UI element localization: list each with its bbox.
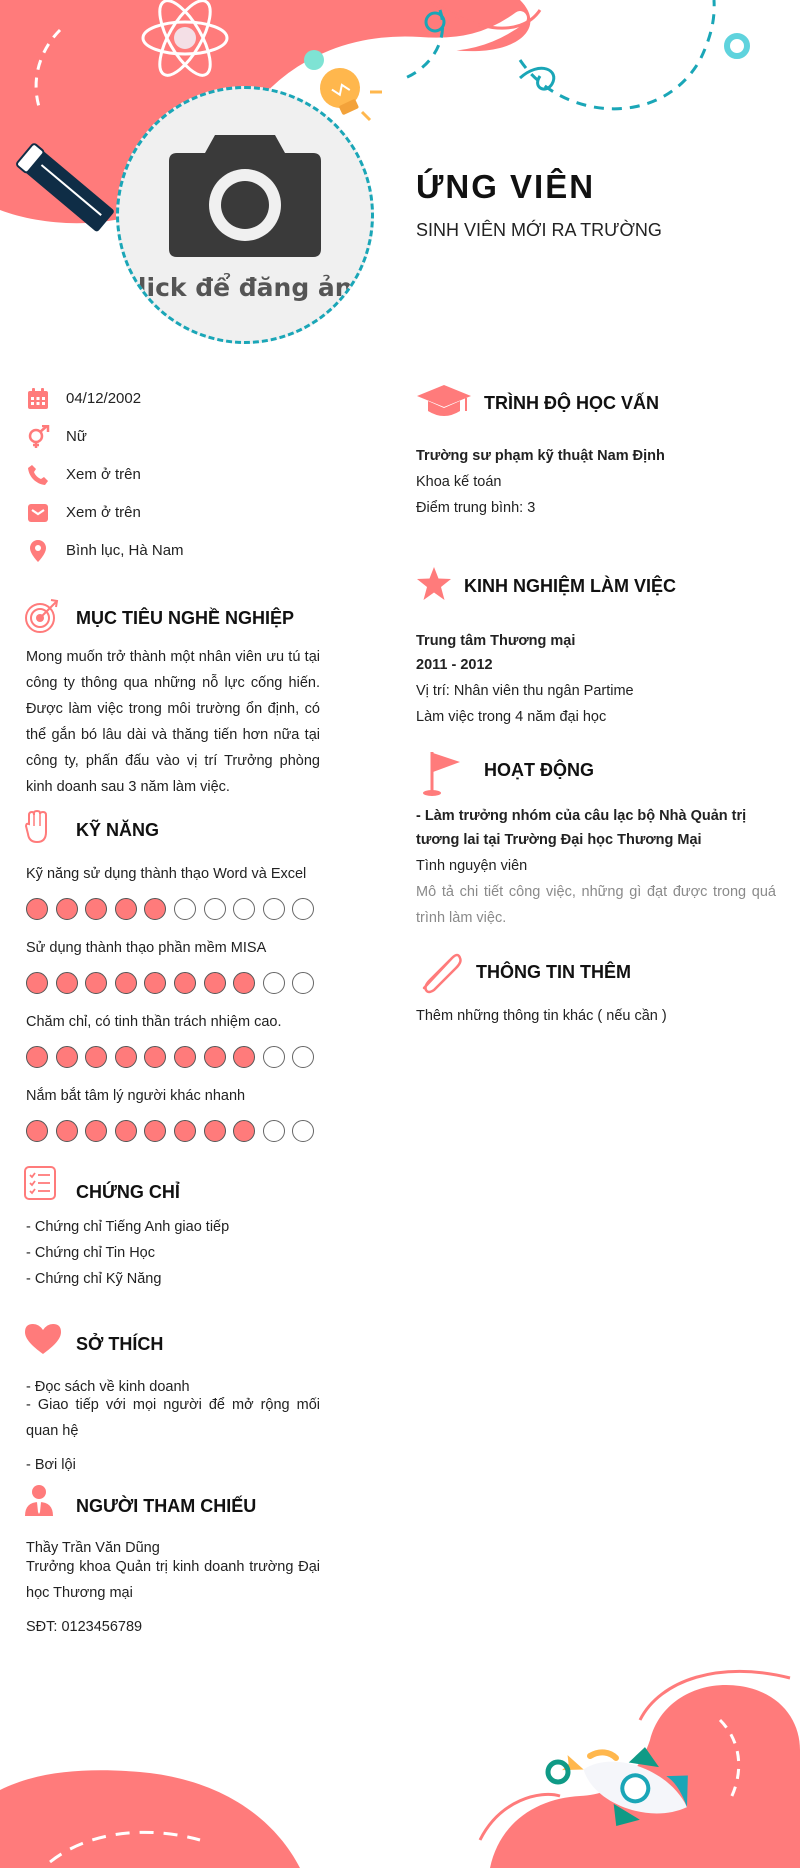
rating-dot-empty [233,898,255,920]
birthday-value: 04/12/2002 [66,390,142,407]
person-icon [24,1484,54,1518]
experience-company: Trung tâm Thương mại [416,633,576,649]
certificates-heading: CHỨNG CHỈ [76,1182,180,1202]
rating-dot-filled [144,1046,166,1068]
gender-value: Nữ [66,428,87,445]
experience-period: 2011 - 2012 [416,657,493,673]
skills-heading: KỸ NĂNG [76,820,160,840]
extra-section-heading [416,950,776,994]
rating-dot-filled [233,1120,255,1142]
activities-role: Tình nguyện viên [416,858,528,874]
experience-detail: Làm việc trong 4 năm đại học [416,709,607,725]
certificates-section-heading [24,1166,324,1210]
rating-dot-filled [174,972,196,994]
objective-heading: MỤC TIÊU NGHỀ NGHIỆP [76,608,295,628]
reference-phone: SĐT: 0123456789 [26,1619,143,1635]
education-school: Trường sư phạm kỹ thuật Nam Định [416,448,665,464]
rating-dot-filled [56,1046,78,1068]
rating-dot-filled [56,898,78,920]
skill-label: Sử dụng thành thạo phần mềm MISA [26,940,267,956]
rating-dot-empty [292,972,314,994]
address-value: Bình lục, Hà Nam [66,542,184,559]
hand-icon [24,810,50,844]
heart-icon [24,1322,62,1356]
rating-dot-empty [292,1120,314,1142]
hobbies-section-heading [24,1322,324,1366]
rating-dot-filled [26,1046,48,1068]
hobbies-heading: SỞ THÍCH [76,1334,164,1354]
skill-rating [26,1046,326,1070]
rating-dot-empty [174,898,196,920]
email-icon [26,501,50,525]
rating-dot-filled [85,898,107,920]
rating-dot-filled [144,898,166,920]
skill-label: Nắm bắt tâm lý người khác nhanh [26,1088,246,1104]
hobby-item: - Bơi lội [26,1457,76,1473]
phone-value: Xem ở trên [66,466,141,483]
activities-description: Mô tả chi tiết công việc, những gì đạt được trong quá trình làm việc. [416,884,776,926]
certificate-item: - Chứng chỉ Tin Học [26,1245,155,1261]
rating-dot-filled [115,972,137,994]
objective-text: Mong muốn trở thành một nhân viên ưu tú tại công ty thông qua những nỗ lực cống hiến. Được làm việc trong môi trường ổn định, có thể gắn bó lâu dài và thăng tiến hơn nữa tại công ty, phấn đấu vào vị trí Trưởng phòng kinh doanh sau 3 năm làm việc. [26,649,320,795]
contact-birthday [26,387,326,411]
paperclip-icon [416,950,464,994]
rating-dot-filled [204,972,226,994]
rating-dot-filled [174,1120,196,1142]
activities-title: - Làm trưởng nhóm của câu lạc bộ Nhà Quản trị tương lai tại Trường Đại học Thương Mại [416,808,747,848]
certificate-item: - Chứng chỉ Tiếng Anh giao tiếp [26,1219,230,1235]
reference-name: Thầy Trần Văn Dũng [26,1540,160,1556]
rating-dot-filled [115,1120,137,1142]
education-gpa: Điểm trung bình: 3 [416,500,536,516]
rating-dot-empty [263,1046,285,1068]
skill-rating [26,972,326,996]
extra-text: Thêm những thông tin khác ( nếu cần ) [416,1008,667,1024]
rating-dot-empty [263,1120,285,1142]
rating-dot-filled [56,1120,78,1142]
rating-dot-filled [233,1046,255,1068]
rating-dot-filled [204,1046,226,1068]
skills-section-heading [24,810,324,854]
rating-dot-filled [26,972,48,994]
experience-section-heading [416,566,776,610]
rating-dot-filled [85,1120,107,1142]
rating-dot-filled [85,972,107,994]
experience-position: Vị trí: Nhân viên thu ngân Partime [416,683,634,699]
contact-email [26,501,326,525]
rating-dot-filled [174,1046,196,1068]
education-major: Khoa kế toán [416,474,502,490]
profile-photo-upload[interactable] [116,86,374,344]
extra-heading: THÔNG TIN THÊM [476,962,631,982]
certificate-item: - Chứng chỉ Kỹ Năng [26,1271,162,1287]
objective-section-heading [24,598,324,642]
education-section-heading [416,383,776,427]
flag-icon [416,748,464,798]
skill-rating [26,898,326,922]
skill-rating [26,1120,326,1144]
reference-role: Trưởng khoa Quản trị kinh doanh trường Đại học Thương mại [26,1559,320,1601]
rating-dot-filled [26,898,48,920]
camera-icon [165,125,325,265]
references-heading: NGƯỜI THAM CHIẾU [76,1496,257,1516]
checklist-icon [24,1166,56,1200]
rating-dot-filled [144,972,166,994]
rating-dot-empty [263,898,285,920]
candidate-title: SINH VIÊN MỚI RA TRƯỜNG [416,220,662,240]
activities-section-heading [416,748,776,792]
rating-dot-empty [292,898,314,920]
contact-address [26,539,326,563]
rating-dot-empty [263,972,285,994]
hobby-item: - Đọc sách về kinh doanh [26,1379,190,1395]
footer-decoration [0,1600,800,1868]
activities-heading: HOẠT ĐỘNG [484,760,594,780]
rating-dot-filled [26,1120,48,1142]
location-icon [26,539,50,563]
rating-dot-filled [204,1120,226,1142]
contact-gender [26,425,326,449]
rating-dot-filled [56,972,78,994]
phone-icon [26,463,50,487]
rating-dot-empty [204,898,226,920]
target-icon [24,598,60,634]
candidate-name: ỨNG VIÊN [416,168,596,205]
skill-label: Kỹ năng sử dụng thành thạo Word và Excel [26,866,307,882]
references-section-heading [24,1484,324,1528]
gender-icon [26,425,50,449]
calendar-icon [26,387,50,411]
star-icon [416,566,452,602]
skill-label: Chăm chỉ, có tinh thần trách nhiệm cao. [26,1014,282,1030]
rating-dot-empty [292,1046,314,1068]
rating-dot-filled [115,1046,137,1068]
contact-phone [26,463,326,487]
graduation-cap-icon [416,383,472,419]
experience-heading: KINH NGHIỆM LÀM VIỆC [464,576,677,596]
rating-dot-filled [115,898,137,920]
hobby-item: - Giao tiếp với mọi người để mở rộng mối quan hệ [26,1397,320,1439]
photo-upload-caption: Click để đăng ảnh [119,273,371,302]
rating-dot-filled [144,1120,166,1142]
rating-dot-filled [85,1046,107,1068]
email-value: Xem ở trên [66,504,141,521]
rating-dot-filled [233,972,255,994]
education-heading: TRÌNH ĐỘ HỌC VẤN [484,393,659,413]
